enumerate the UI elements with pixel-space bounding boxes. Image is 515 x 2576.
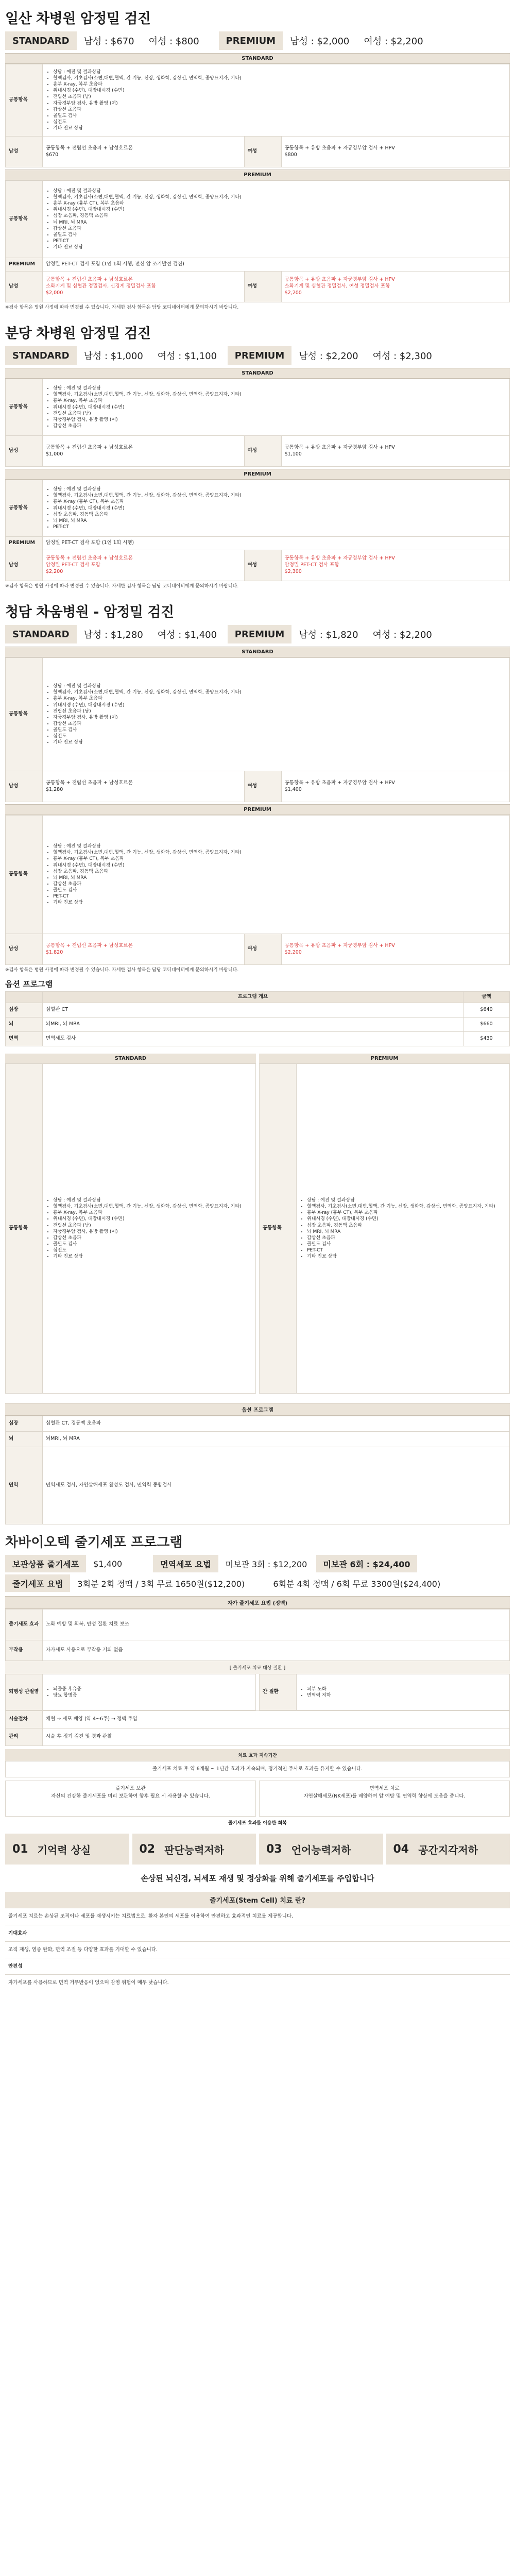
ilsan-std-items — [46, 69, 506, 131]
stem-r2-b: 3회분 2회 정맥 / 3회 무료 1650원($12,200) — [77, 1579, 245, 1589]
ilsan-std-male-price: 남성 : $670 — [83, 36, 134, 47]
list-item: • 기타 진료 상담 — [53, 125, 506, 131]
effect-label: 기대효과 — [5, 1925, 510, 1941]
options-table — [5, 991, 510, 1046]
stem-cell-hdr: 줄기세포(Stem Cell) 치료 란? — [5, 1892, 510, 1908]
options-pre-hdr: PREMIUM — [259, 1054, 510, 1063]
male-label: 남성 — [6, 272, 43, 302]
list-item: • 혈액검사, 기초검사(소변,대변,혈액, 간 기능, 신장, 생화학, 갑상선, 면역학, 종양표지자, 기타) — [53, 392, 506, 398]
premium-label: PREMIUM — [6, 258, 43, 272]
list-item: • 면역력 저하 — [307, 1692, 506, 1699]
list-item: • 혈액검사, 기초검사(소변,대변,혈액, 간 기능, 신장, 생화학, 갑상선, 면역학, 종양표지자, 기타) — [53, 689, 506, 696]
effect-text: 조직 재생, 염증 완화, 면역 조절 등 다양한 효과를 기대할 수 있습니다. — [5, 1941, 510, 1958]
bundang-std-male: 공통항목 + 전립선 초음파 + 남성호르몬 $1,000 — [43, 436, 245, 467]
chungdam-pre-table — [5, 815, 510, 965]
optdetail-name: 면역 — [6, 1447, 43, 1524]
list-item: • 골밀도 검사 — [53, 887, 506, 893]
safety-label: 안전성 — [5, 1958, 510, 1974]
list-item: • 기타 진료 상담 — [307, 1253, 506, 1260]
list-item: • 기타 진료 상담 — [53, 900, 506, 906]
benefit-label: 줄기세포 효과 — [6, 1609, 43, 1640]
list-item: • 흉부 X-ray, 복부 초음파 — [53, 696, 506, 702]
chungdam-premium-pill: PREMIUM — [228, 625, 292, 643]
chungdam-price-bar — [5, 625, 510, 643]
list-item: • 피부 노화 — [307, 1686, 506, 1692]
stem-price-c: 미보관 3회 : $12,200 — [225, 1559, 307, 1569]
ilsan-standard-pill: STANDARD — [5, 31, 77, 50]
stem-r2-c: 6회분 4회 정맥 / 6회 무료 3300원($24,400) — [273, 1579, 441, 1589]
ilsan-std-female: 공통항목 + 유방 초음파 + 자궁경부암 검사 + HPV $800 — [281, 137, 509, 167]
chungdam-std-table — [5, 657, 510, 802]
loss-num: 01 — [12, 1842, 28, 1856]
chungdam-title: 청담 차움병원 - 암정밀 검진 — [5, 604, 174, 621]
loss-label: 기억력 상실 — [37, 1843, 91, 1856]
list-item: • 위내시경 (수면), 대장내시경 (수면) — [53, 207, 506, 213]
optdetail-desc: 심혈관 CT, 경동맥 초음파 — [43, 1416, 510, 1432]
proc-text: 채혈 → 세포 배양 (약 4~6주) → 정맥 주입 — [43, 1711, 510, 1728]
option-price: $430 — [464, 1032, 510, 1046]
ilsan-title: 일산 차병원 암정밀 검진 — [5, 11, 151, 27]
side-text: 자가세포 사용으로 부작용 거의 없음 — [43, 1640, 510, 1661]
list-item: • 심장 초음파, 경동맥 초음파 — [53, 869, 506, 875]
list-item: • 상담 : 예진 및 결과상담 — [53, 843, 506, 850]
list-item: • 상담 : 예진 및 결과상담 — [53, 683, 506, 689]
loss-item — [132, 1834, 256, 1865]
chungdam-std-female-price: 여성 : $1,400 — [157, 630, 217, 641]
loss-hdr: 줄기세포 효과를 이용한 회복 — [228, 1821, 287, 1826]
female-label: 여성 — [244, 137, 281, 167]
side-label: 부작용 — [6, 1640, 43, 1661]
bundang-std-female: 공통항목 + 유방 초음파 + 자궁경부암 검사 + HPV $1,100 — [281, 436, 509, 467]
female-label: 여성 — [244, 436, 281, 467]
common-label: 공통항목 — [6, 480, 43, 537]
list-item: • 골밀도 검사 — [53, 232, 506, 238]
common-label: 공통항목 — [6, 658, 43, 771]
stem-pill-r2: 줄기세포 요법 — [5, 1574, 70, 1592]
ilsan-pre-line: 암정밀 PET-CT 검사 포함 (1인 1회 시행, 전신 암 조기발견 검진) — [43, 258, 510, 272]
list-item: • 혈액검사, 기초검사(소변,대변,혈액, 간 기능, 신장, 생화학, 갑상선, 면역학, 종양표지자, 기타) — [307, 1204, 506, 1210]
list-item: • 전립선 초음파 (남) — [53, 1223, 252, 1229]
options-pre-col — [259, 1054, 510, 1394]
loss-note: 손상된 뇌신경, 뇌세포 재생 및 정상화를 위해 줄기세포를 주입합니다 — [141, 1874, 374, 1884]
loss-item — [259, 1834, 383, 1865]
chungdam-standard-pill: STANDARD — [5, 625, 77, 643]
bundang-std-table — [5, 379, 510, 467]
list-item: • 자궁경부암 검사, 유방 촬영 (여) — [53, 417, 506, 423]
list-item: • 흉부 X-ray, 복부 초음파 — [53, 1210, 252, 1216]
list-item: • 혈액검사, 기초검사(소변,대변,혈액, 간 기능, 신장, 생화학, 갑상선, 면역학, 종양표지자, 기타) — [53, 194, 506, 200]
bundang-std-header: STANDARD — [5, 368, 510, 379]
stem-pill-a: 보관상품 줄기세포 — [5, 1555, 86, 1572]
bundang-standard-pill: STANDARD — [5, 346, 77, 365]
list-item: • 기타 진료 상담 — [53, 244, 506, 250]
options-title: 옵션 프로그램 — [5, 979, 53, 989]
female-label: 여성 — [244, 934, 281, 965]
list-item: • 상담 : 예진 및 결과상담 — [53, 1197, 252, 1204]
stem-proc-table — [5, 1710, 510, 1746]
options-hdr: 프로그램 개요 — [43, 992, 464, 1003]
care-text: 시술 후 정기 검진 및 경과 관찰 — [43, 1728, 510, 1746]
list-item: • 흉부 X-ray (흉부 CT), 복부 초음파 — [53, 499, 506, 505]
care-label: 관리 — [6, 1728, 43, 1746]
chungdam-std-male-price: 남성 : $1,280 — [83, 630, 143, 641]
list-item: • 전립선 초음파 (남) — [53, 411, 506, 417]
boxes — [5, 1781, 510, 1817]
list-item: • 상담 : 예진 및 결과상담 — [53, 69, 506, 75]
stem-table — [5, 1609, 510, 1661]
chungdam-std-items — [46, 683, 506, 745]
list-item: • PET-CT — [307, 1247, 506, 1253]
list-item: • 기타 진료 상담 — [53, 739, 506, 745]
stem-bar-1 — [5, 1555, 510, 1572]
chungdam-std-male: 공통항목 + 전립선 초음파 + 남성호르몬 $1,280 — [43, 771, 245, 802]
options-std-col — [5, 1054, 256, 1394]
loss-num: 02 — [139, 1842, 156, 1856]
list-item: • 흉부 X-ray, 복부 초음파 — [53, 398, 506, 404]
ilsan-price-bar — [5, 31, 510, 50]
list-item: • 상담 : 예진 및 결과상담 — [53, 188, 506, 194]
list-item: • 위내시경 (수면), 대장내시경 (수면) — [53, 1216, 252, 1222]
list-item: • 갑상선 초음파 — [53, 1235, 252, 1241]
ilsan-pre-table — [5, 180, 510, 302]
bundang-note: ※검사 항목은 병원 사정에 따라 변경될 수 있습니다. 자세한 검사 항목은 담당 코디네이터에게 문의하시기 바랍니다. — [5, 584, 239, 589]
stem-pill-b: 면역세포 요법 — [153, 1555, 218, 1572]
list-item: • 위내시경 (수면), 대장내시경 (수면) — [53, 702, 506, 708]
ilsan-std-header: STANDARD — [5, 53, 510, 64]
chungdam-pre-male-price: 남성 : $1,820 — [299, 630, 358, 641]
stem-bar-2 — [5, 1574, 510, 1592]
duration-hdr: 치료 효과 지속기간 — [5, 1749, 510, 1761]
list-item: • 뇌 MRI, 뇌 MRA — [53, 219, 506, 226]
loss-num: 04 — [393, 1842, 409, 1856]
loss-label: 판단능력저하 — [164, 1843, 225, 1856]
proc-label: 시술절차 — [6, 1711, 43, 1728]
list-item: • 자궁경부암 검사, 유방 촬영 (여) — [53, 1229, 252, 1235]
targets — [5, 1674, 510, 1710]
list-item: • 상담 : 예진 및 결과상담 — [53, 385, 506, 392]
loss-bar — [5, 1834, 510, 1865]
loss-label: 공간지각저하 — [418, 1843, 478, 1856]
target-hdr: [ 줄기세포 치료 대상 질환 ] — [5, 1661, 510, 1674]
bundang-price-bar — [5, 346, 510, 365]
ilsan-std-table — [5, 64, 510, 167]
duration-text: 줄기세포 치료 후 약 6개월 ~ 1년간 효과가 지속되며, 정기적인 주사로 효과를 유지할 수 있습니다. — [5, 1761, 510, 1777]
bundang-pre-header: PREMIUM — [5, 469, 510, 480]
list-item: • 심전도 — [53, 733, 506, 739]
list-item: • 심장 초음파, 경동맥 초음파 — [53, 512, 506, 518]
bundang-pre-table — [5, 480, 510, 581]
target-item: 간 질환 — [260, 1674, 297, 1710]
bundang-pre-female: 공통항목 + 유방 초음파 + 자궁경부암 검사 + HPV 암정밀 PET-CT 검사 포함 $2,300 — [281, 550, 509, 581]
right-box: 면역세포 치료 자연살해세포(NK세포)를 배양하여 암 예방 및 면역력 향상에 도움을 줍니다. — [259, 1781, 510, 1817]
ilsan-note: ※검사 항목은 병원 사정에 따라 변경될 수 있습니다. 자세한 검사 항목은 담당 코디네이터에게 문의하시기 바랍니다. — [5, 305, 239, 310]
benefit-text: 노화 예방 및 회복, 만성 질환 치료 보조 — [43, 1609, 510, 1640]
safety-text: 자가세포를 사용하므로 면역 거부반응이 없으며 감염 위험이 매우 낮습니다. — [5, 1974, 510, 1991]
stem-price-d: 미보관 6회 : $24,400 — [316, 1555, 418, 1572]
options-price-hdr: 금액 — [464, 992, 510, 1003]
chungdam-std-female: 공통항목 + 유방 초음파 + 자궁경부암 검사 + HPV $1,400 — [281, 771, 509, 802]
list-item: • 심전도 — [53, 1247, 252, 1253]
list-item: • 골밀도 검사 — [53, 1241, 252, 1247]
list-item: • 흉부 X-ray (흉부 CT), 복부 초음파 — [53, 200, 506, 207]
target-item: 퇴행성 관절염 — [6, 1674, 43, 1710]
options-compare — [5, 1054, 510, 1394]
list-item: • 자궁경부암 검사, 유방 촬영 (여) — [53, 715, 506, 721]
list-item: • 골밀도 검사 — [53, 727, 506, 733]
list-item: • 기타 진료 상담 — [53, 1253, 252, 1260]
common-label: 공통항목 — [6, 816, 43, 934]
bundang-premium-pill: PREMIUM — [228, 346, 292, 365]
list-item: • 위내시경 (수면), 대장내시경 (수면) — [53, 88, 506, 94]
stem-cell-text: 줄기세포 치료는 손상된 조직이나 세포를 재생시키는 치료법으로, 환자 본인의 세포를 이용하여 안전하고 효과적인 치료를 제공합니다. — [5, 1908, 510, 1924]
bundang-pre-line: 암정밀 PET-CT 검사 포함 (1인 1회 시행) — [43, 537, 510, 550]
male-label: 남성 — [6, 137, 43, 167]
optdetail-hdr: 옵션 프로그램 — [5, 1403, 510, 1416]
list-item: • 심장 초음파, 경동맥 초음파 — [53, 213, 506, 219]
list-item: • 혈액검사, 기초검사(소변,대변,혈액, 간 기능, 신장, 생화학, 갑상선, 면역학, 종양표지자, 기타) — [53, 493, 506, 499]
optdetail-name: 뇌 — [6, 1432, 43, 1447]
option-desc: 심혈관 CT — [43, 1003, 464, 1018]
option-name: 면역 — [6, 1032, 43, 1046]
list-item: • 혈액검사, 기초검사(소변,대변,혈액, 간 기능, 신장, 생화학, 갑상선, 면역학, 종양표지자, 기타) — [53, 1204, 252, 1210]
list-item: • 갑상선 초음파 — [53, 721, 506, 727]
list-item: • 위내시경 (수면), 대장내시경 (수면) — [53, 505, 506, 512]
list-item: • 전립선 초음파 (남) — [53, 94, 506, 100]
loss-num: 03 — [266, 1842, 282, 1856]
list-item: • 갑상선 초음파 — [53, 107, 506, 113]
loss-item — [5, 1834, 129, 1865]
list-item: • 혈액검사, 기초검사(소변,대변,혈액, 간 기능, 신장, 생화학, 갑상선, 면역학, 종양표지자, 기타) — [53, 75, 506, 81]
option-name: 뇌 — [6, 1018, 43, 1032]
loss-item — [386, 1834, 510, 1865]
ilsan-std-male: 공통항목 + 전립선 초음파 + 남성호르몬 $670 — [43, 137, 245, 167]
common-label: 공통항목 — [6, 181, 43, 258]
stem-hdr: 자가 줄기세포 요법 (정맥) — [5, 1596, 510, 1609]
ilsan-pre-male-price: 남성 : $2,000 — [290, 36, 350, 47]
female-label: 여성 — [244, 272, 281, 302]
bundang-std-items — [46, 385, 506, 429]
list-item: • 갑상선 초음파 — [53, 881, 506, 887]
list-item: • 상담 : 예진 및 결과상담 — [53, 486, 506, 493]
option-price: $660 — [464, 1018, 510, 1032]
list-item: • 전립선 초음파 (남) — [53, 708, 506, 715]
ilsan-pre-items — [46, 188, 506, 250]
list-item: • 갑상선 초음파 — [53, 423, 506, 429]
bundang-std-male-price: 남성 : $1,000 — [83, 351, 143, 362]
bundang-pre-male: 공통항목 + 전립선 초음파 + 남성호르몬 암정밀 PET-CT 검사 포함 $2,200 — [43, 550, 245, 581]
list-item: • 흉부 X-ray (흉부 CT), 복부 초음파 — [53, 856, 506, 862]
ilsan-std-female-price: 여성 : $800 — [148, 36, 199, 47]
optdetail-desc: 뇌MRI, 뇌 MRA — [43, 1432, 510, 1447]
male-label: 남성 — [6, 934, 43, 965]
female-label: 여성 — [244, 771, 281, 802]
list-item: • 흉부 X-ray, 복부 초음파 — [53, 81, 506, 88]
bundang-std-female-price: 여성 : $1,100 — [157, 351, 217, 362]
list-item: • 위내시경 (수면), 대장내시경 (수면) — [307, 1216, 506, 1222]
chungdam-pre-header: PREMIUM — [5, 804, 510, 815]
list-item: • 흉부 X-ray (흉부 CT), 복부 초음파 — [307, 1210, 506, 1216]
list-item: • 뇌 MRI, 뇌 MRA — [307, 1229, 506, 1235]
chungdam-pre-items — [46, 843, 506, 906]
optdetail-table — [5, 1416, 510, 1524]
male-label: 남성 — [6, 436, 43, 467]
ilsan-pre-female: 공통항목 + 유방 초음파 + 자궁경부암 검사 + HPV 소화기계 및 심혈관 정밀검사, 여성 정밀검사 포함 $2,200 — [281, 272, 509, 302]
chungdam-pre-male: 공통항목 + 전립선 초음파 + 남성호르몬 $1,820 — [43, 934, 245, 965]
options-std-hdr: STANDARD — [5, 1054, 256, 1063]
option-desc: 면역세포 검사 — [43, 1032, 464, 1046]
list-item: • 골밀도 검사 — [53, 113, 506, 119]
loss-label: 언어능력저하 — [291, 1843, 351, 1856]
list-item: • PET-CT — [53, 524, 506, 530]
list-item: • 상담 : 예진 및 결과상담 — [307, 1197, 506, 1204]
bundang-pre-items — [46, 486, 506, 530]
option-price: $640 — [464, 1003, 510, 1018]
list-item: • 뇌졸중 후유증 — [53, 1686, 252, 1692]
left-box: 줄기세포 보관 자신의 건강한 줄기세포를 미리 보관하여 향후 필요 시 사용할 수 있습니다. — [5, 1781, 256, 1817]
female-label: 여성 — [244, 550, 281, 581]
list-item: • 당뇨 합병증 — [53, 1692, 252, 1699]
bundang-pre-female-price: 여성 : $2,300 — [372, 351, 432, 362]
list-item: • 심장 초음파, 경동맥 초음파 — [307, 1223, 506, 1229]
male-label: 남성 — [6, 771, 43, 802]
list-item: • 갑상선 초음파 — [53, 226, 506, 232]
list-item: • 뇌 MRI, 뇌 MRA — [53, 875, 506, 881]
stem-price-a: $1,400 — [93, 1558, 123, 1569]
list-item: • PET-CT — [53, 238, 506, 244]
ilsan-pre-male: 공통항목 + 전립선 초음파 + 남성호르몬 소화기계 및 심혈관 정밀검사, 신경계 정밀검사 포함 $2,000 — [43, 272, 245, 302]
ilsan-pre-header: PREMIUM — [5, 170, 510, 180]
optdetail-desc: 면역세포 검사, 자연살해세포 활성도 검사, 면역력 종합검사 — [43, 1447, 510, 1524]
chungdam-note: ※검사 항목은 병원 사정에 따라 변경될 수 있습니다. 자세한 검사 항목은 담당 코디네이터에게 문의하시기 바랍니다. — [5, 968, 239, 973]
common-label: 공통항목 — [6, 379, 43, 436]
list-item: • 자궁경부암 검사, 유방 촬영 (여) — [53, 100, 506, 107]
ilsan-premium-pill: PREMIUM — [219, 31, 283, 50]
list-item: • 골밀도 검사 — [307, 1241, 506, 1247]
ilsan-pre-female-price: 여성 : $2,200 — [364, 36, 423, 47]
common-label: 공통항목 — [6, 64, 43, 137]
list-item: • 위내시경 (수면), 대장내시경 (수면) — [53, 404, 506, 411]
chungdam-pre-female: 공통항목 + 유방 초음파 + 자궁경부암 검사 + HPV $2,200 — [281, 934, 509, 965]
bundang-pre-male-price: 남성 : $2,200 — [299, 351, 358, 362]
male-label: 남성 — [6, 550, 43, 581]
list-item: • PET-CT — [53, 893, 506, 900]
list-item: • 뇌 MRI, 뇌 MRA — [53, 518, 506, 524]
common-label: 공통항목 — [260, 1064, 297, 1394]
list-item: • 갑상선 초음파 — [307, 1235, 506, 1241]
chungdam-pre-female-price: 여성 : $2,200 — [372, 630, 432, 641]
option-name: 심장 — [6, 1003, 43, 1018]
bundang-title: 분당 차병원 암정밀 검진 — [5, 326, 151, 342]
list-item: • 혈액검사, 기초검사(소변,대변,혈액, 간 기능, 신장, 생화학, 갑상선, 면역학, 종양표지자, 기타) — [53, 850, 506, 856]
stem-title: 차바이오텍 줄기세포 프로그램 — [5, 1535, 183, 1551]
chungdam-std-header: STANDARD — [5, 647, 510, 657]
list-item: • 심전도 — [53, 119, 506, 125]
common-label: 공통항목 — [6, 1064, 43, 1394]
premium-label: PREMIUM — [6, 537, 43, 550]
list-item: • 위내시경 (수면), 대장내시경 (수면) — [53, 862, 506, 869]
option-desc: 뇌MRI, 뇌 MRA — [43, 1018, 464, 1032]
optdetail-name: 심장 — [6, 1416, 43, 1432]
